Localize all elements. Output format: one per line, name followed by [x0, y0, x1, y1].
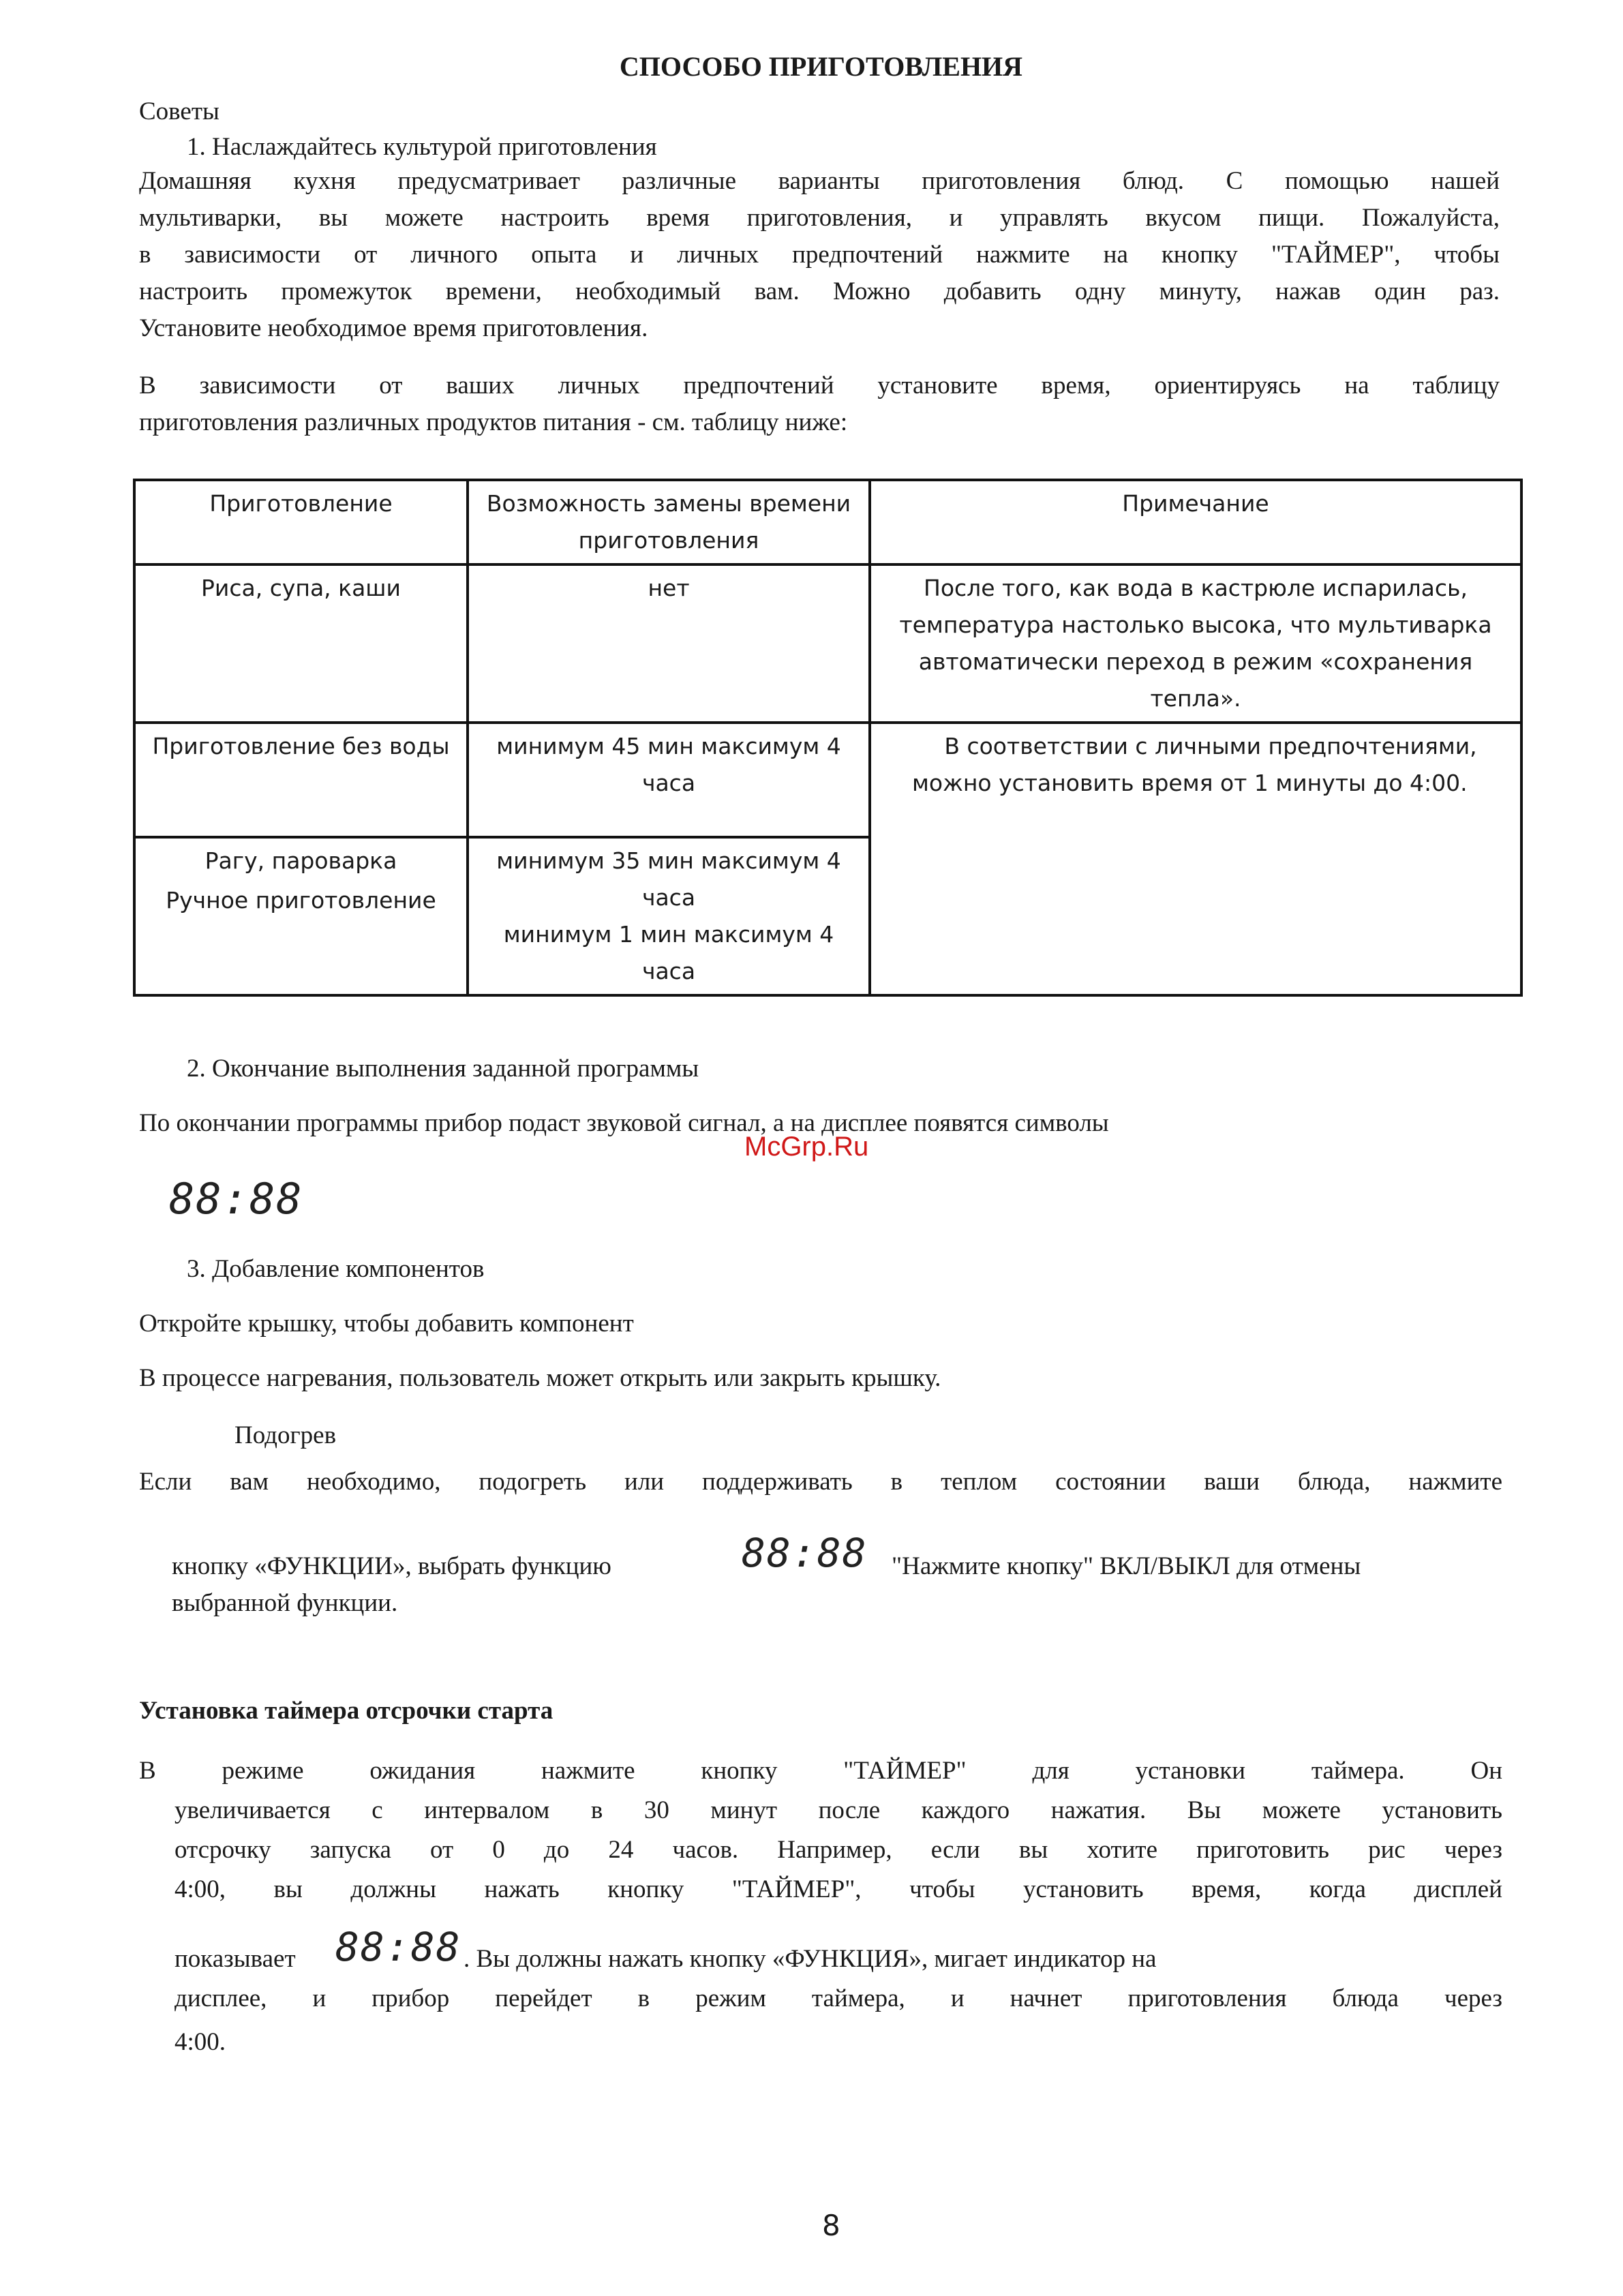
cell-change-merged [468, 837, 870, 995]
delay-line: показывает [175, 1945, 296, 1973]
section-3-heading: 3. Добавление компонентов [187, 1255, 485, 1283]
cell-change: нет [468, 564, 870, 723]
cell-change: минимум 45 мин максимум 4 часа [468, 723, 870, 837]
delay-line: увеличивается с интервалом в 30 минут после каждого нажатия. Вы можете установить [175, 1796, 1502, 1824]
intro-paragraph-line: Установите необходимое время приготовления. [139, 314, 648, 342]
heating-line: "Нажмите кнопку" ВКЛ/ВЫКЛ для отмены [892, 1552, 1361, 1580]
delay-line: . Вы должны нажать кнопку «ФУНКЦИЯ», мигает индикатор на [464, 1945, 1157, 1973]
delay-line: дисплее, и прибор перейдет в режим таймера, и начнет приготовления блюда через [175, 1984, 1502, 2012]
cell-type: Риса, супа, каши [134, 564, 468, 723]
heating-heading: Подогрев [234, 1421, 337, 1449]
delay-timer-heading: Установка таймера отсрочки старта [139, 1697, 553, 1725]
cell-type-merged [134, 837, 468, 995]
table-header-row [134, 480, 1521, 564]
page-number: 8 [822, 2209, 840, 2242]
cooking-time-table [133, 479, 1523, 997]
tips-label: Советы [139, 97, 219, 125]
cell-type: Рагу, пароварка [204, 847, 397, 874]
cell-note: В соответствии с личными предпочтениями, можно установить время от 1 минуты до 4:00. [870, 723, 1521, 995]
table-row [134, 564, 1521, 723]
header-cooking: Приготовление [134, 480, 468, 564]
watermark: McGrp.Ru [744, 1132, 869, 1162]
item-1-heading: 1. Наслаждайтесь культурой приготовления [187, 133, 657, 161]
delay-line: 4:00. [175, 2028, 226, 2056]
heating-line: кнопку «ФУНКЦИИ», выбрать функцию [172, 1552, 611, 1580]
intro-paragraph-line: Домашняя кухня предусматривает различные варианты приготовления блюд. С помощью нашей [139, 167, 1500, 195]
cell-change: минимум 1 мин максимум 4 часа [503, 921, 834, 984]
section-2-heading: 2. Окончание выполнения заданной программы [187, 1055, 699, 1083]
heating-line: выбранной функции. [172, 1589, 398, 1617]
table-intro-line: В зависимости от ваших личных предпочтений установите время, ориентируясь на таблицу [139, 372, 1500, 399]
header-note: Примечание [870, 480, 1521, 564]
table-row [134, 723, 1521, 837]
delay-line: В режиме ожидания нажмите кнопку "ТАЙМЕР" для установки таймера. Он [139, 1757, 1502, 1785]
cell-change: минимум 35 мин максимум 4 часа [496, 847, 841, 911]
intro-paragraph-line: в зависимости от личного опыта и личных предпочтений нажмите на кнопку "ТАЙМЕР", чтобы [139, 241, 1500, 269]
heating-line: Если вам необходимо, подогреть или поддерживать в теплом состоянии ваши блюда, нажмите [139, 1468, 1502, 1496]
intro-paragraph-line: настроить промежуток времени, необходимый вам. Можно добавить одну минуту, нажав один раз. [139, 277, 1500, 305]
display-symbols: 88:88 [742, 1530, 868, 1576]
display-symbols: 88:88 [169, 1174, 303, 1224]
cell-type: Приготовление без воды [134, 723, 468, 837]
delay-line: 4:00, вы должны нажать кнопку "ТАЙМЕР", чтобы установить время, когда дисплей [175, 1875, 1502, 1903]
cell-note: После того, как вода в кастрюле испарилась, температура настолько высока, что мультиварка автоматически переход в режим «сохранения тепла». [870, 564, 1521, 723]
cell-type: Ручное приготовление [166, 887, 436, 913]
display-symbols: 88:88 [335, 1924, 461, 1970]
page-title: СПОСОБО ПРИГОТОВЛЕНИЯ [619, 51, 1023, 82]
section-3-line: В процессе нагревания, пользователь может открыть или закрыть крышку. [139, 1364, 941, 1392]
table-intro-line: приготовления различных продуктов питания - см. таблицу ниже: [139, 408, 848, 436]
delay-line: отсрочку запуска от 0 до 24 часов. Например, если вы хотите приготовить рис через [175, 1836, 1502, 1864]
section-3-line: Откройте крышку, чтобы добавить компонент [139, 1310, 634, 1338]
header-time-change: Возможность замены времени приготовления [468, 480, 870, 564]
section-2-text: По окончании программы прибор подаст звуковой сигнал, а на дисплее появятся символы [139, 1109, 1109, 1137]
intro-paragraph-line: мультиварки, вы можете настроить время приготовления, и управлять вкусом пищи. Пожалуйста, [139, 204, 1500, 232]
